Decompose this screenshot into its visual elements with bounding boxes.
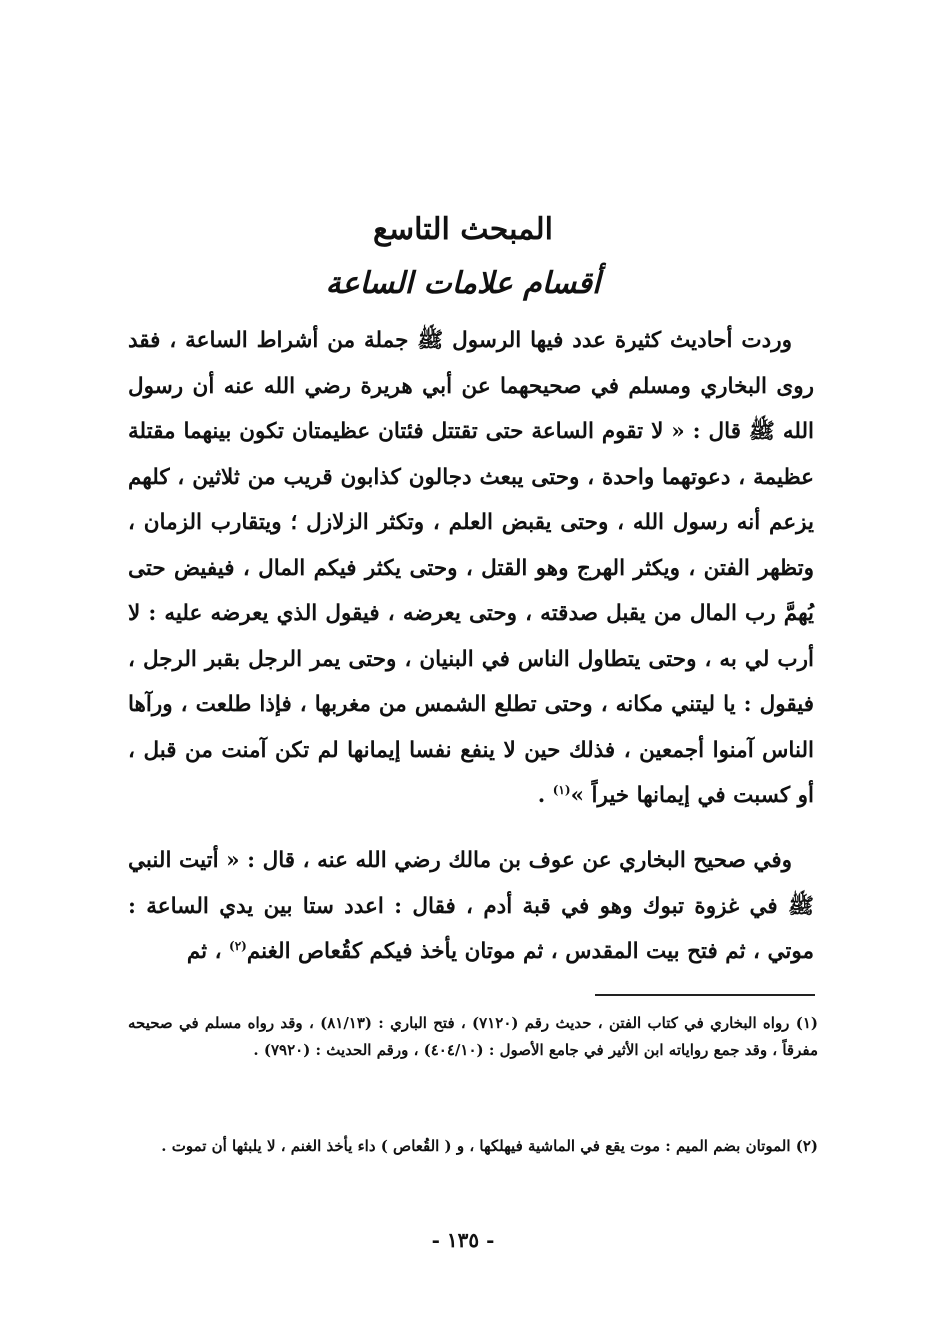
- paragraph-2-tail: ، ثم: [186, 939, 222, 964]
- footnote-2: (٢) الموتان بضم الميم : موت يقع في الماشية فيهلكها ، و ( القُعاص ) داء يأخذ الغنم ، لا يلبثها أن تموت .: [161, 1137, 818, 1155]
- footnote-divider: [595, 994, 815, 996]
- chapter-title-heading: أقسام علامات الساعة: [325, 266, 601, 301]
- footnote-1: (١) رواه البخاري في كتاب الفتن ، حديث رقم (٧١٢٠) ، فتح الباري : (٨١/١٣) ، وقد رواه مسلم في صحيحه مفرقاً ، وقد جمع رواياته ابن الأثير في جامع الأصول : (٤٠٤/١٠) ، ورقم الحديث : (٧٩٢٠) .: [128, 1014, 818, 1059]
- footnote-ref-2: (٢): [229, 938, 247, 953]
- chapter-number-heading: المبحث التاسع: [373, 212, 553, 247]
- paragraph-1-text: وردت أحاديث كثيرة عدد فيها الرسول ﷺ جملة من أشراط الساعة ، فقد روى البخاري ومسلم في صحيحهما عن أبي هريرة رضي الله عنه أن رسول الله ﷺ قال : « لا تقوم الساعة حتى تقتتل فئتان عظيمتان تكون بينهما مقتلة عظيمة ، دعوتهما واحدة ، وحتى يبعث دجالون كذابون قريب من ثلاثين ، كلهم يزعم أنه رسول الله ، وحتى يقبض العلم ، وتكثر الزلازل ؛ ويتقارب الزمان ، وتظهر الفتن ، ويكثر الهرج وهو القتل ، وحتى يكثر فيكم المال ، فيفيض حتى يُهمَّ رب المال من يقبل صدقته ، وحتى يعرضه ، فيقول الذي يعرضه عليه : لا أرب لي به ، وحتى يتطاول الناس في البنيان ، وحتى يمر الرجل بقبر الرجل ، فيقول : يا ليتني مكانه ، وحتى تطلع الشمس من مغربها ، فإذا طلعت ، ورآها الناس آمنوا أجمعين ، فذلك حين لا ينفع نفسا إيمانها لم تكن آمنت من قبل ، أو كسبت في إيمانها خيراً »: [128, 328, 814, 808]
- paragraph-2-text: وفي صحيح البخاري عن عوف بن مالك رضي الله عنه ، قال : « أتيت النبي ﷺ في غزوة تبوك وهو في قبة أدم ، فقال : اعدد ستا بين يدي الساعة : موتي ، ثم فتح بيت المقدس ، ثم موتان يأخذ فيكم كقُعاص الغنم: [128, 848, 814, 964]
- paragraph-1: وردت أحاديث كثيرة عدد فيها الرسول ﷺ جملة من أشراط الساعة ، فقد روى البخاري ومسلم في صحيحهما عن أبي هريرة رضي الله عنه أن رسول الله ﷺ قال : « لا تقوم الساعة حتى تقتتل فئتان عظيمتان تكون بينهما مقتلة عظيمة ، دعوتهما واحدة ، وحتى يبعث دجالون كذابون قريب من ثلاثين ، كلهم يزعم أنه رسول الله ، وحتى يقبض العلم ، وتكثر الزلازل ؛ ويتقارب الزمان ، وتظهر الفتن ، ويكثر الهرج وهو القتل ، وحتى يكثر فيكم المال ، فيفيض حتى يُهمَّ رب المال من يقبل صدقته ، وحتى يعرضه ، فيقول الذي يعرضه عليه : لا أرب لي به ، وحتى يتطاول الناس في البنيان ، وحتى يمر الرجل بقبر الرجل ، فيقول : يا ليتني مكانه ، وحتى تطلع الشمس من مغربها ، فإذا طلعت ، ورآها الناس آمنوا أجمعين ، فذلك حين لا ينفع نفسا إيمانها لم تكن آمنت من قبل ، أو كسبت في إيمانها خيراً »$^{(١)}$ .: [128, 328, 814, 808]
- page-number: - ١٣٥ -: [431, 1228, 495, 1252]
- footnote-ref-1: (١): [552, 782, 571, 797]
- paragraph-2: [128, 838, 814, 975]
